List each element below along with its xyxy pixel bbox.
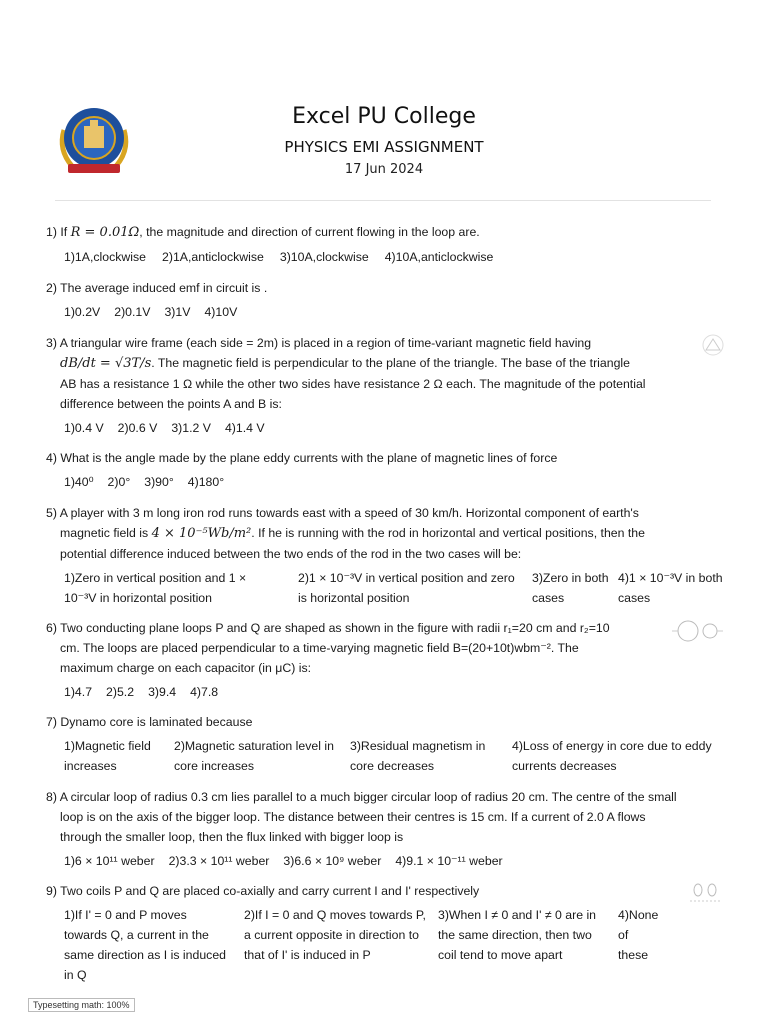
option-4: 4)1 × 10⁻³V in both cases [618,571,723,605]
option-1: 1)0.4 V [64,421,104,435]
option-1: 1)6 × 10¹¹ weber [64,854,155,868]
option-1: 1)0.2V [64,305,101,319]
question-number: 2) [46,281,57,295]
question-6: 6) Two conducting plane loops P and Q are shaped as shown in the figure with radii r₁=20 cm and r₂=10 cm. The loops are placed perpendicular to a time-varying magnetic field B=(20+10t)wbm⁻². The maximum charge on each capacitor (in μC) is: 1)4.7 2)5.2 3)9.4 4)7.8 [46,618,718,702]
question-6-figure-thumbnail[interactable] [668,618,726,644]
college-title: Excel PU College [292,104,476,129]
option-3: 3)6.6 × 10⁹ weber [283,854,382,868]
option-4: 4)9.1 × 10⁻¹¹ weber [395,854,503,868]
option-1: 1)4.7 [64,685,93,699]
option-2: 2)1A,anticlockwise [162,250,264,264]
mathjax-status: Typesetting math: 100% [28,998,135,1012]
question-number: 4) [46,451,57,465]
option-3: 3)10A,clockwise [279,250,369,264]
option-4: 4)Loss of energy in core due to eddy currents decreases [512,739,712,773]
option-1: 1)Magnetic field increases [64,739,151,773]
question-number: 5) [46,506,57,520]
option-3: 3)Residual magnetism in core decreases [350,739,486,773]
question-5: 5) A player with 3 m long iron rod runs towards east with a speed of 30 km/h. Horizontal component of earth's magnetic field is 4 × 10⁻⁵Wb/m². If he is running with the rod in horizontal and vertical positions, then the potential difference induced between the two ends of the rod in the two cases will be: 1)Zero in vertical position and 1 × 10⁻³V in horizontal position 2)1 × 10⁻³V in vertical position and zero is horizontal position 3)Zero in both cases 4)1 × 10⁻³V in both cases [46,503,718,608]
option-4: 4)180° [187,475,225,489]
question-number: 6) [46,621,57,635]
question-7: 7) Dynamo core is laminated because 1)Magnetic field increases 2)Magnetic saturation level in core increases 3)Residual magnetism in core decreases 4)Loss of energy in core due to eddy currents decreases [46,712,718,776]
option-4: 4)10V [204,305,238,319]
assignment-date: 17 Jun 2024 [344,162,424,177]
option-3: 3)1V [164,305,191,319]
option-2: 2)Magnetic saturation level in core increases [174,739,334,773]
question-9-figure-thumbnail[interactable] [688,881,722,903]
option-1: 1)Zero in vertical position and 1 × 10⁻³V in horizontal position [64,571,247,605]
question-2: 2) The average induced emf in circuit is . 1)0.2V 2)0.1V 3)1V 4)10V [46,278,718,322]
question-3: 3) A triangular wire frame (each side = 2m) is placed in a region of time-variant magnetic field having dB/dt = √3T/s. The magnetic field is perpendicular to the plane of the triangle. The base of the triangle AB has a resistance 1 Ω while the other two sides have resistance 2 Ω each. The magnitude of the potential difference between the points A and B is: 1)0.4 V 2)0.6 V 3)1.2 V 4)1.4 V [46,333,718,438]
option-2: 2)If I = 0 and Q moves towards P, a current opposite in direction to that of I' is induced in P [244,908,426,962]
option-2: 2)0° [107,475,131,489]
option-2: 2)0.1V [114,305,151,319]
option-2: 2)1 × 10⁻³V in vertical position and zero is horizontal position [298,571,515,605]
option-3: 3)9.4 [148,685,177,699]
question-number: 1) [46,225,57,239]
question-9: 9) Two coils P and Q are placed co-axially and carry current I and I' respectively 1)If I' = 0 and P moves towards Q, a current in the same direction as I is induced in Q 2)If I = 0 and Q moves towards P, a current opposite in direction to that of I' is induced in P 3)When I ≠ 0 and I' ≠ 0 are in the same direction, then two coil tend to move apart 4)None of these [46,881,718,985]
question-3-figure-thumbnail[interactable] [700,334,726,356]
option-3: 3)Zero in both cases [532,571,609,605]
question-8: 8) A circular loop of radius 0.3 cm lies parallel to a much bigger circular loop of radius 20 cm. The centre of the small loop is on the axis of the bigger loop. The distance between their centres is 15 cm. If a current of 2.0 A flows through the smaller loop, then the flux linked with bigger loop is 1)6 × 10¹¹ weber 2)3.3 × 10¹¹ weber 3)6.6 × 10⁹ weber 4)9.1 × 10⁻¹¹ weber [46,787,718,871]
option-4: 4)7.8 [190,685,219,699]
option-3: 3)90° [144,475,174,489]
assignment-title: PHYSICS EMI ASSIGNMENT [284,138,484,156]
option-1: 1)If I' = 0 and P moves towards Q, a current in the same direction as I is induced in Q [64,908,226,982]
option-2: 2)5.2 [106,685,135,699]
question-4: 4) What is the angle made by the plane eddy currents with the plane of magnetic lines of force 1)40⁰ 2)0° 3)90° 4)180° [46,448,718,492]
option-4: 4)None of these [618,908,659,962]
option-2: 2)0.6 V [117,421,158,435]
option-4: 4)1.4 V [224,421,265,435]
question-number: 3) [46,336,57,350]
question-number: 9) [46,884,57,898]
option-1: 1)1A,clockwise [64,250,147,264]
question-number: 7) [46,715,57,729]
option-2: 2)3.3 × 10¹¹ weber [168,854,270,868]
option-3: 3)When I ≠ 0 and I' ≠ 0 are in the same direction, then two coil tend to move apart [438,908,597,962]
question-1: 1) If R = 0.01Ω, the magnitude and direction of current flowing in the loop are. 1)1A,clockwise 2)1A,anticlockwise 3)10A,clockwise 4)10A,anticlockwise [46,222,718,267]
option-4: 4)10A,anticlockwise [384,250,494,264]
question-number: 8) [46,790,57,804]
option-1: 1)40⁰ [64,475,94,489]
header-divider [55,200,711,201]
option-3: 3)1.2 V [171,421,211,435]
